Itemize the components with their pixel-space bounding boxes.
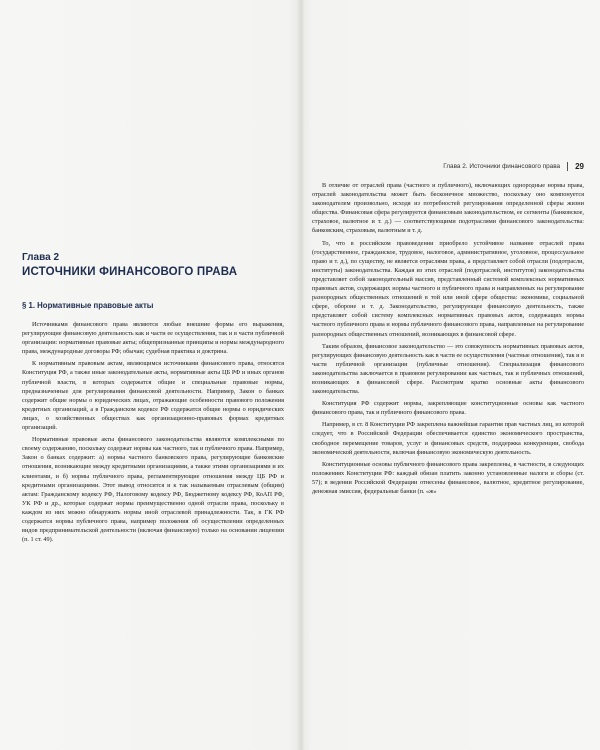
paragraph: Конституционные основы публичного финансового права закреплены, в частности, в следующих положениях Конституции РФ: каждый обязан платить законно установленные налоги и сборы (ст. 57); в ведении Российской Федерации отнесены финансовое, валютное, кредитное регулирование, денежная эмиссия, федеральные банки (п. «ж»: [312, 460, 584, 495]
paragraph: Например, в ст. 8 Конституции РФ закреплена важнейшая гарантия прав частных лиц, из которой следует, что в Российской Федерации обеспечивается единство экономического пространства, свободное перемещение товаров, услуг и финансовых средств, поддержка конкуренции, свобода экономической деятельности, включая финансовую экономическую деятельность.: [312, 421, 584, 456]
paragraph: То, что в российском правоведении приобрело устойчивое название отраслей права (государственное, гражданское, трудовое, налоговое, административное, уголовное, процессуальное право и т. д.), по существу, не является отраслями права, а представляет собой отрасли (подотрасли, институты) законодательства. Каждая из этих отраслей (подотраслей, институтов) законодательства представляет собой законодательный массив, представленный системой комплексных нормативных правовых актов, содержащих нормы частного и публичного права и направленных на регулирование разнородных общественных отношений в той или иной сфере общества: экономике, социальной сфере, обороне и т. д. Законодательство, регулирующее финансовую деятельность, также представляет собой систему комплексных нормативных правовых актов, содержащих нормы частного публичного права и нормы публичного финансового права, направленные на регулирование разнородных общественных отношений, возникающих в финансовой сфере.: [312, 239, 584, 338]
paragraph: В отличие от отраслей права (частного и публичного), включающих однородные нормы права, отраслей законодательства может быть бесконечное множество, поскольку оно компонуется законодателем произвольно, исходя из потребностей регулирования определенной сферы жизни общества. Финансовая сфера регулируется финансовым законодательством, ее сегменты (банковское, страховое, валютное и т. д.) — соответствующими подотраслями финансового законодательства: банковским, страховым, валютным и т. д.: [312, 182, 584, 235]
chapter-label: Глава 2: [22, 252, 60, 263]
paragraph: Таким образом, финансовое законодательство — это совокупность нормативных правовых актов, регулирующих финансовую деятельность как в части ее осуществления (частные отношения), так и в части публичной организации (публичные отношения). Специализация финансового законодательства заключается в правовом регулировании как частных, так и публичных отношений, возникающих в финансовой сфере. Рассмотрим кратко основные акты финансового законодательства.: [312, 342, 584, 396]
left-page: [22, 252, 284, 722]
paragraph: К нормативным правовым актам, являющимся источниками финансового права, относятся Конституция РФ, а также иные законодательные акты, нормативные акты ЦБ РФ и иных органов публичной власти, в которых содержатся общие и специальные правовые нормы, предназначенные для регулирования финансовой деятельности. Например, Закон о банках содержит общие нормы о юридических лицах, отражающие особенности правового положения кредитных организаций, а в Гражданском кодексе РФ содержатся общие нормы о юридических лицах, о хозяйственных обществах как организационно-правовых формах кредитных организаций.: [22, 360, 284, 432]
running-head-separator: [567, 162, 568, 171]
right-page: [312, 160, 584, 720]
section-title: § 1. Нормативные правовые акты: [22, 301, 154, 310]
paragraph: Конституция РФ содержит нормы, закрепляющие конституционные основы как частного финансового права, так и публичного финансового права.: [312, 400, 584, 417]
running-head-title: Глава 2. Источники финансового права: [443, 162, 561, 170]
page-number: 29: [575, 161, 584, 171]
chapter-title: ИСТОЧНИКИ ФИНАНСОВОГО ПРАВА: [22, 266, 238, 278]
running-head: [312, 160, 584, 172]
book-gutter: [297, 0, 305, 750]
paragraph: Нормативные правовые акты финансового законодательства являются комплексными по своему содержанию, поскольку содержат нормы как частного, так и публичного права. Например, Закон о банках содержит: а) нормы частного банковского права, регулирующие банковские отношения, возникающие между кредитными организациями, а также этими организациями и их клиентами, и б) нормы публичного права, регламентирующие отношения между ЦБ РФ и кредитными организациями. Этот вывод относится и к так называемым отраслевым (общим) актам: Гражданскому кодексу РФ, Налоговому кодексу РФ, Бюджетному кодексу РФ, КоАП РФ, УК РФ и др., которые содержат нормы преимущественно одной отрасли права, поскольку в каждом из них можно обнаружить нормы иной отраслевой принадлежности. Так, в ГК РФ содержатся нормы публичного права, например положения об осуществлении определенных видов предпринимательской деятельности (включая финансовую) только на основании лицензии (п. 1 ст. 49).: [22, 436, 284, 544]
paragraph: Источниками финансового права являются любые внешние формы его выражения, регулирующие финансовую деятельность как и части ее осуществления, так и в части публичной организации: нормативные правовые акты; общепризнанные принципы и нормы международного права, международные договоры РФ; обычаи; судебная практика и доктрина.: [22, 321, 284, 356]
